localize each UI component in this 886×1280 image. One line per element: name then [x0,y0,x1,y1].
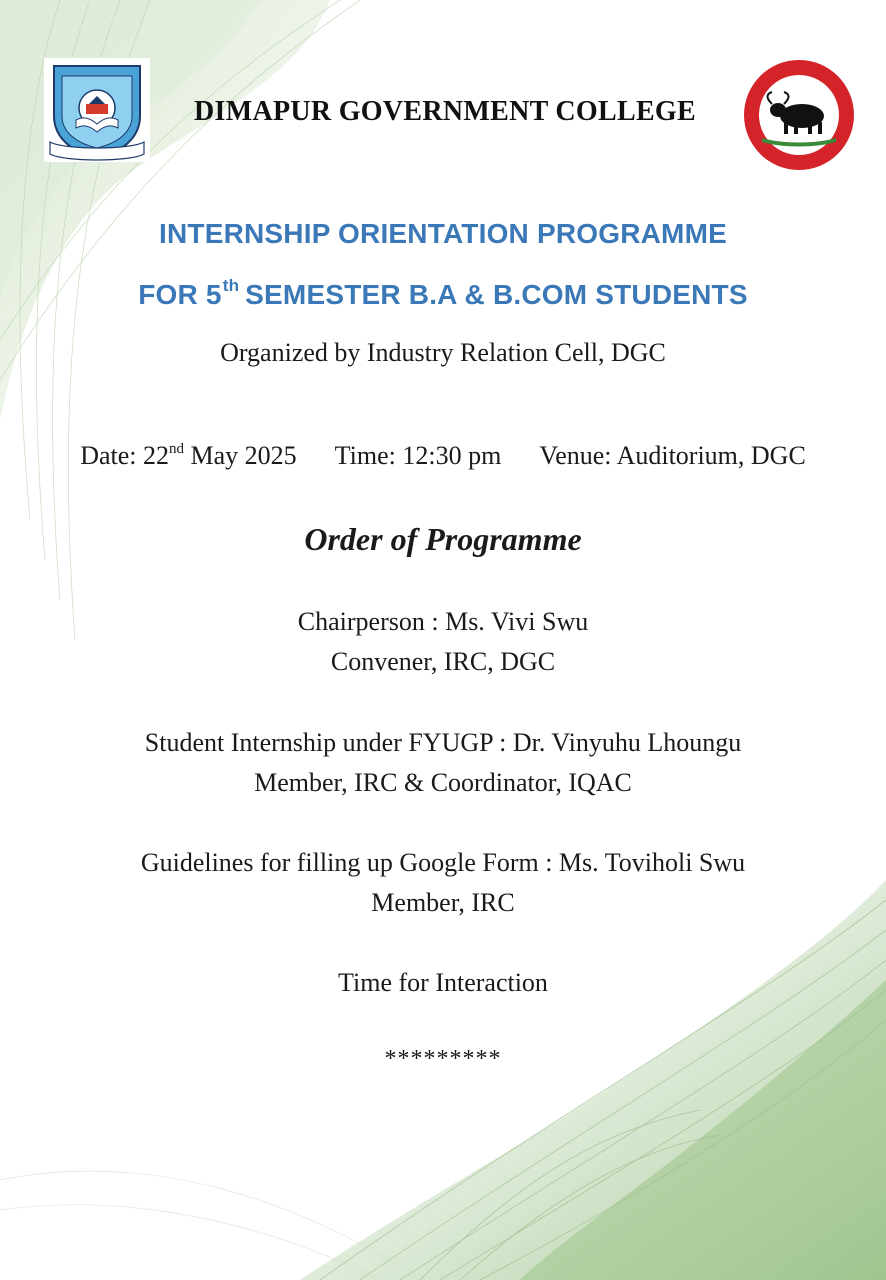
order-item-1-line2: Convener, IRC, DGC [330,647,556,676]
subtitle-sup: th [222,276,240,295]
subtitle-post: SEMESTER B.A & B.COM STUDENTS [245,279,748,310]
event-venue: Venue: Auditorium, DGC [539,441,806,470]
order-item-4-line1: Time for Interaction [338,968,548,997]
order-item-2-line1: Student Internship under FYUGP : Dr. Vinyuhu Lhoungu [144,728,742,757]
date-sup: nd [169,441,184,457]
order-title: Order of Programme [304,521,582,557]
order-item-3-line1: Guidelines for filling up Google Form : Ms. Toviholi Swu [140,848,746,877]
nagaland-seal-logo [742,58,856,172]
event-details [0,441,886,471]
order-item-2-line2: Member, IRC & Coordinator, IQAC [254,768,632,797]
college-crest-logo [44,58,150,162]
date-pre: Date: 22 [80,441,169,470]
order-item-3-line2: Member, IRC [371,888,515,917]
college-name: DIMAPUR GOVERNMENT COLLEGE [194,96,696,127]
subtitle-pre: FOR 5 [138,279,222,310]
closing-stars: ********* [384,1046,502,1072]
event-time: Time: 12:30 pm [334,441,502,470]
organizer-line: Organized by Industry Relation Cell, DGC [220,338,666,367]
order-item-1-line1: Chairperson : Ms. Vivi Swu [297,607,589,636]
programme-title: INTERNSHIP ORIENTATION PROGRAMME [159,218,727,249]
date-post: May 2025 [184,441,297,470]
programme-subtitle [0,276,886,311]
